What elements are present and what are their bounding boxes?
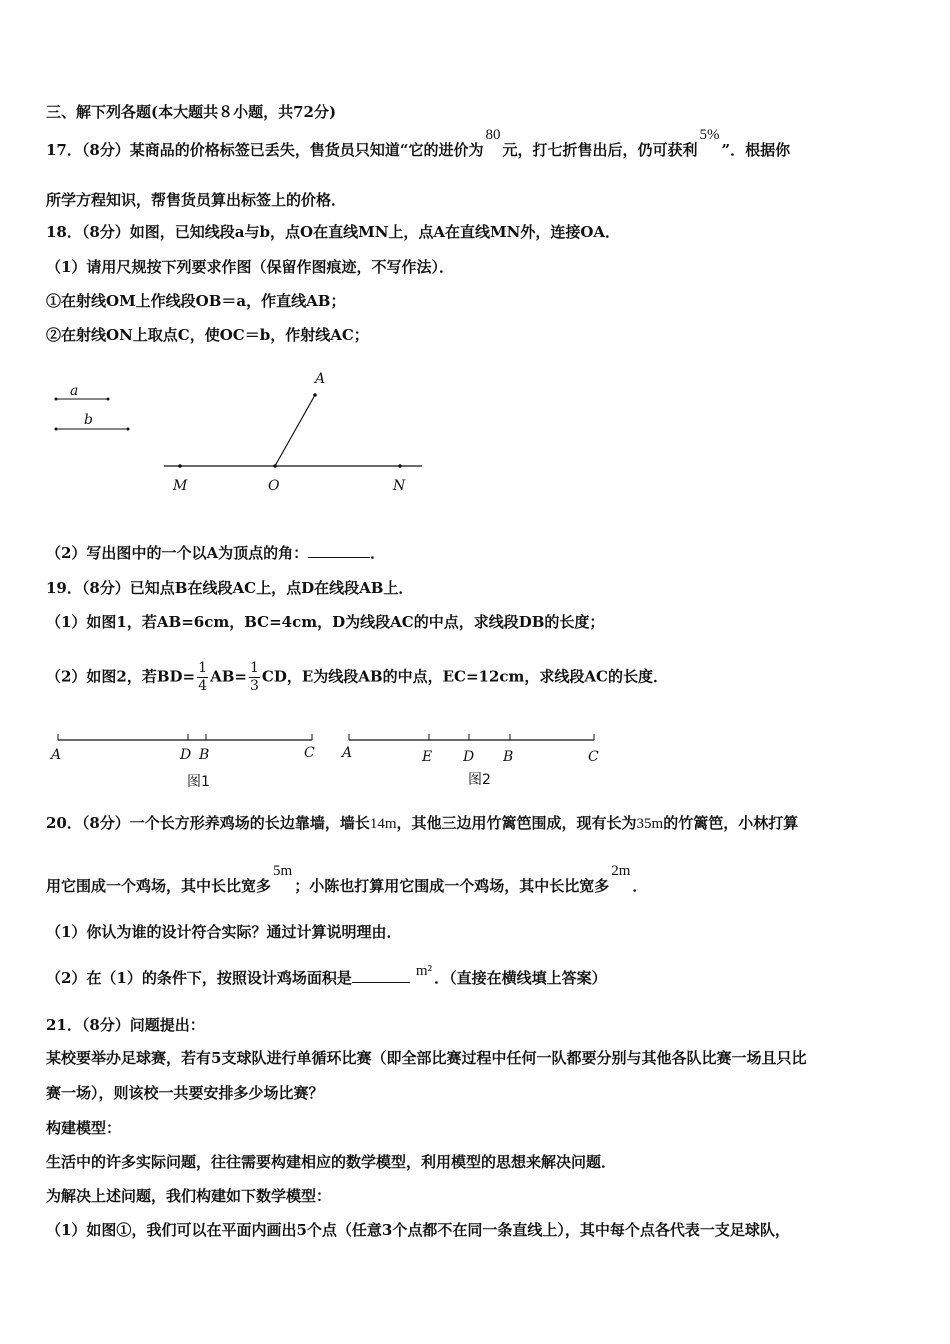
q20-diff-lin: 5m	[273, 863, 293, 879]
frac2-num: 1	[249, 660, 259, 676]
q19-figures	[40, 722, 620, 797]
q20-fence-length: 35m	[636, 816, 664, 832]
q20-part2-a: （2）在（1）的条件下，按照设计鸡场面积是	[46, 969, 352, 987]
area-answer-blank[interactable]	[352, 968, 410, 983]
q20-wall-length: 14m	[369, 816, 397, 832]
q18-step2: ②在射线ON上取点C，使OC＝b，作射线AC；	[46, 326, 369, 344]
fig2-caption: 图2	[468, 772, 491, 788]
label-N: N	[393, 478, 406, 494]
q21-line7: （1）如图①，我们可以在平面内画出5个点（任意3个点都不在同一条直线上），其中每个点各代表一支足球队，	[46, 1221, 790, 1239]
q19-line1: 19．（8分）已知点B在线段AC上，点D在线段AB上．	[46, 579, 414, 597]
q17-line2: 所学方程知识，帮售货员算出标签上的价格．	[46, 191, 347, 209]
q21-line3: 赛一场），则该校一共要安排多少场比赛？	[46, 1084, 324, 1102]
q20-text-c: 的竹篱笆，小林打算	[663, 814, 799, 832]
q21-line5: 生活中的许多实际问题，往往需要构建相应的数学模型，利用模型的思想来解决问题．	[46, 1153, 617, 1171]
q18-part2	[46, 543, 385, 563]
q20-text-e: ；小陈也打算用它围成一个鸡场，其中长比宽多	[294, 877, 610, 895]
fig1-caption: 图1	[187, 774, 210, 790]
q19-part2-c: CD，E为线段AB的中点，EC=12cm，求线段AC的长度．	[261, 667, 668, 686]
fig1-label-C: C	[304, 745, 315, 761]
fig2-label-C: C	[588, 749, 599, 765]
label-A: A	[315, 371, 326, 387]
label-O: O	[268, 478, 280, 494]
fraction-1-4	[197, 660, 208, 695]
q21-line6: 为解决上述问题，我们构建如下数学模型：	[46, 1187, 332, 1205]
q18-part2-text: （2）写出图中的一个以A为顶点的角：	[46, 544, 309, 562]
q19-part2-a: （2）如图2，若BD=	[46, 667, 196, 686]
fig2-label-B: B	[503, 749, 514, 765]
q17-text-a: 17．（8分）某商品的价格标签已丢失，售货员只知道“它的进价为	[46, 141, 484, 159]
label-b: b	[84, 412, 93, 428]
q18-line1: 18．（8分）如图，已知线段a与b，点O在直线MN上，点A在直线MN外，连接OA．	[46, 223, 621, 241]
q20-text-a: 20．（8分）一个长方形养鸡场的长边靠墙，墙长	[46, 814, 370, 832]
q20-part1: （1）你认为谁的设计符合实际？通过计算说明理由．	[46, 923, 402, 941]
q18-step1: ①在射线OM上作线段OB＝a，作直线AB；	[46, 292, 346, 310]
fig2-label-E: E	[422, 749, 433, 765]
q17-text-c: ”．根据你	[721, 141, 791, 159]
frac1-num: 1	[198, 660, 208, 676]
q17-profit-value: 5%	[699, 127, 720, 143]
fig1-label-D: D	[180, 747, 192, 763]
q20-diff-chen: 2m	[611, 863, 631, 879]
q18-figure	[40, 362, 440, 502]
label-M: M	[173, 478, 188, 494]
fraction-1-3	[249, 660, 260, 695]
fig1-label-A: A	[51, 747, 62, 763]
q19-part2	[46, 660, 668, 695]
fig2-label-D: D	[463, 749, 475, 765]
q20-text-b: ，其他三边用竹篱笆围成，现有长为	[396, 814, 637, 832]
label-a: a	[70, 383, 79, 399]
fig1-label-B: B	[199, 747, 210, 763]
q21-line2: 某校要举办足球赛，若有5支球队进行单循环比赛（即全部比赛过程中任何一队都要分别与其他各队比赛一场且只比	[46, 1049, 807, 1067]
q17-text-b: 元，打七折售出后，仍可获利	[502, 141, 698, 159]
q17-line1	[46, 127, 791, 161]
q17-cost-value: 80	[485, 127, 501, 143]
frac1-den: 4	[198, 678, 208, 694]
q20-text-d: 用它围成一个鸡场，其中长比宽多	[46, 877, 272, 895]
q18-part2-end: ．	[370, 544, 386, 562]
q20-text-f: ．	[632, 877, 648, 895]
q18-part1: （1）请用尺规按下列要求作图（保留作图痕迹，不写作法）．	[46, 258, 454, 276]
q21-line1: 21．（8分）问题提出：	[46, 1016, 205, 1034]
q21-line4: 构建模型：	[46, 1119, 122, 1137]
q19-part1: （1）如图1，若AB=6cm，BC=4cm，D为线段AC的中点，求线段DB的长度；	[46, 613, 605, 631]
section-title: 三、解下列各题(本大题共８小题，共72分)	[46, 103, 337, 121]
frac2-den: 3	[249, 678, 259, 694]
answer-blank[interactable]	[308, 543, 370, 558]
fig2-label-A: A	[342, 745, 353, 761]
q20-area-unit: m²	[415, 963, 433, 979]
q20-part2	[46, 963, 607, 989]
q20-part2-b: ．（直接在横线填上答案）	[434, 969, 607, 987]
q19-part2-b: AB=	[210, 667, 247, 686]
q20-line2	[46, 863, 648, 897]
q20-line1	[46, 813, 798, 834]
